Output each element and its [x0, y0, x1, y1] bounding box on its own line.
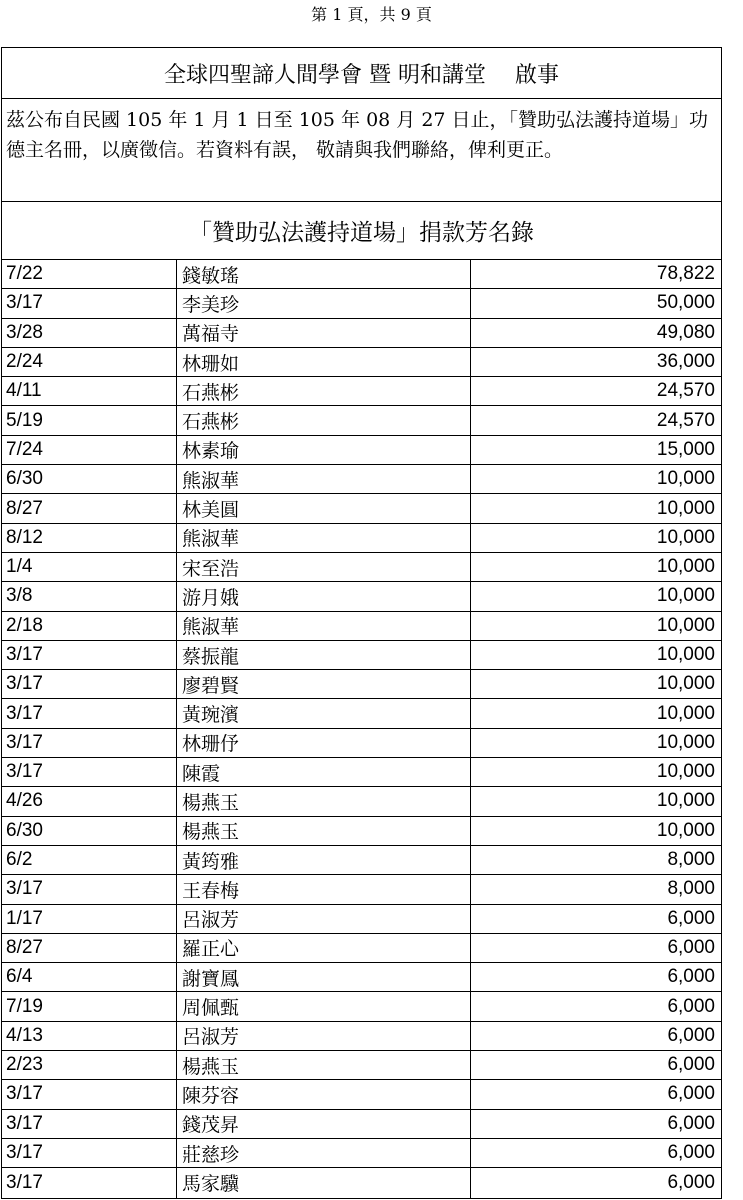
- donation-amount: 10,000: [656, 819, 715, 841]
- donor-name: 熊淑華: [177, 465, 471, 493]
- donation-amount: 10,000: [656, 585, 715, 607]
- donation-amount: 24,570: [656, 409, 715, 431]
- donation-date: 4/26: [2, 787, 177, 815]
- donation-date: 6/4: [2, 963, 177, 991]
- donation-amount: 10,000: [656, 673, 715, 695]
- donation-date: 8/12: [2, 524, 177, 552]
- document-title: 全球四聖諦人間學會 暨 明和講堂 啟事: [2, 48, 721, 99]
- donation-date: 2/24: [2, 348, 177, 376]
- table-row: [2, 963, 721, 992]
- donor-name: 馬家驥: [177, 1168, 471, 1197]
- donation-date: 7/22: [2, 260, 177, 288]
- donor-name: 林珊如: [177, 348, 471, 376]
- table-row: [2, 1139, 721, 1168]
- donor-name: 林素瑜: [177, 436, 471, 464]
- donation-amount: 10,000: [656, 468, 715, 490]
- donation-amount: 8,000: [667, 878, 715, 900]
- table-row: [2, 729, 721, 758]
- donation-amount: 10,000: [656, 526, 715, 548]
- donor-name: 黃琬濱: [177, 699, 471, 727]
- donation-amount: 10,000: [656, 702, 715, 724]
- donor-name: 萬福寺: [177, 319, 471, 347]
- donor-name: 宋至浩: [177, 553, 471, 581]
- donation-amount: 6,000: [667, 1024, 715, 1046]
- donation-date: 3/17: [2, 699, 177, 727]
- donor-name: 石燕彬: [177, 377, 471, 405]
- donation-amount: 6,000: [667, 1083, 715, 1105]
- donor-name: 錢茂昇: [177, 1110, 471, 1138]
- table-row: [2, 934, 721, 963]
- donor-name: 熊淑華: [177, 612, 471, 640]
- table-row: [2, 699, 721, 728]
- donor-name: 李美珍: [177, 289, 471, 317]
- table-row: [2, 319, 721, 348]
- donation-date: 3/17: [2, 1080, 177, 1108]
- donation-date: 1/4: [2, 553, 177, 581]
- table-row: [2, 817, 721, 846]
- donor-name: 呂淑芳: [177, 905, 471, 933]
- donation-date: 1/17: [2, 905, 177, 933]
- notice-paragraph: 茲公布自民國 105 年 1 月 1 日至 105 年 08 月 27 日止，「贊助弘法護持道場」功德主名冊，以廣徵信。若資料有誤， 敬請與我們聯絡，俾利更正。: [2, 99, 721, 202]
- donor-name: 莊慈珍: [177, 1139, 471, 1167]
- table-row: [2, 641, 721, 670]
- donation-date: 2/23: [2, 1051, 177, 1079]
- donation-amount: 6,000: [667, 907, 715, 929]
- donor-name: 楊燕玉: [177, 817, 471, 845]
- table-row: [2, 612, 721, 641]
- donation-amount: 10,000: [656, 731, 715, 753]
- donation-amount: 10,000: [656, 497, 715, 519]
- donor-name: 林美圓: [177, 494, 471, 522]
- donation-amount: 6,000: [667, 1112, 715, 1134]
- donor-name: 林珊伃: [177, 729, 471, 757]
- donation-amount: 6,000: [667, 936, 715, 958]
- donation-date: 3/17: [2, 758, 177, 786]
- donor-name: 廖碧賢: [177, 670, 471, 698]
- table-row: [2, 348, 721, 377]
- table-row: [2, 670, 721, 699]
- donation-table: [2, 260, 721, 1198]
- donation-amount: 10,000: [656, 614, 715, 636]
- donor-name: 石燕彬: [177, 406, 471, 434]
- donation-date: 6/30: [2, 817, 177, 845]
- donation-amount: 6,000: [667, 966, 715, 988]
- table-row: [2, 406, 721, 435]
- donation-date: 3/17: [2, 1110, 177, 1138]
- donor-name: 楊燕玉: [177, 1051, 471, 1079]
- donation-amount: 6,000: [667, 1054, 715, 1076]
- donation-date: 7/19: [2, 992, 177, 1020]
- table-row: [2, 377, 721, 406]
- donor-name: 呂淑芳: [177, 1022, 471, 1050]
- donation-date: 3/17: [2, 641, 177, 669]
- donor-name: 錢敏瑤: [177, 260, 471, 288]
- donor-name: 羅正心: [177, 934, 471, 962]
- table-row: [2, 260, 721, 289]
- table-row: [2, 553, 721, 582]
- notice-sheet: [1, 47, 722, 1199]
- donation-amount: 6,000: [667, 1171, 715, 1193]
- table-row: [2, 1051, 721, 1080]
- donation-date: 3/17: [2, 875, 177, 903]
- donation-date: 7/24: [2, 436, 177, 464]
- donor-name: 周佩甄: [177, 992, 471, 1020]
- donation-amount: 10,000: [656, 556, 715, 578]
- donation-amount: 36,000: [656, 351, 715, 373]
- donor-list-title: 「贊助弘法護持道場」捐款芳名錄: [2, 202, 721, 260]
- donation-amount: 6,000: [667, 995, 715, 1017]
- page-number-header: 第 1 頁，共 9 頁: [311, 5, 432, 24]
- donor-name: 王春梅: [177, 875, 471, 903]
- donation-amount: 24,570: [656, 380, 715, 402]
- donation-amount: 10,000: [656, 644, 715, 665]
- table-row: [2, 1110, 721, 1139]
- table-row: [2, 758, 721, 787]
- donation-date: 3/17: [2, 1139, 177, 1167]
- donation-date: 2/18: [2, 612, 177, 640]
- donation-date: 5/19: [2, 406, 177, 434]
- table-row: [2, 846, 721, 875]
- donation-date: 3/17: [2, 289, 177, 317]
- table-row: [2, 524, 721, 553]
- table-row: [2, 992, 721, 1021]
- table-row: [2, 905, 721, 934]
- donor-name: 楊燕玉: [177, 787, 471, 815]
- donation-date: 3/17: [2, 670, 177, 698]
- table-row: [2, 289, 721, 318]
- donation-amount: 50,000: [656, 292, 715, 314]
- donation-amount: 78,822: [656, 263, 715, 285]
- donor-name: 陳霞: [177, 758, 471, 786]
- donor-name: 游月娥: [177, 582, 471, 610]
- donor-name: 黃筠雅: [177, 846, 471, 874]
- table-row: [2, 1022, 721, 1051]
- table-row: [2, 1168, 721, 1197]
- donation-amount: 8,000: [667, 849, 715, 871]
- donation-date: 3/17: [2, 729, 177, 757]
- donor-name: 熊淑華: [177, 524, 471, 552]
- donor-name: 陳芬容: [177, 1080, 471, 1108]
- table-row: [2, 494, 721, 523]
- donation-date: 3/17: [2, 1168, 177, 1197]
- donation-date: 4/13: [2, 1022, 177, 1050]
- donation-amount: 49,080: [656, 321, 715, 343]
- donation-date: 6/2: [2, 846, 177, 874]
- donation-amount: 10,000: [656, 761, 715, 783]
- donation-date: 3/28: [2, 319, 177, 347]
- donation-date: 3/8: [2, 582, 177, 610]
- donation-amount: 6,000: [667, 1142, 715, 1164]
- table-row: [2, 787, 721, 816]
- table-row: [2, 1080, 721, 1109]
- table-row: [2, 465, 721, 494]
- donation-amount: 15,000: [656, 438, 715, 460]
- table-row: [2, 875, 721, 904]
- table-row: [2, 582, 721, 611]
- donation-date: 4/11: [2, 377, 177, 405]
- donor-name: 蔡振龍: [177, 641, 471, 669]
- donor-name: 謝寶鳳: [177, 963, 471, 991]
- donation-date: 8/27: [2, 494, 177, 522]
- donation-amount: 10,000: [656, 790, 715, 812]
- donation-date: 8/27: [2, 934, 177, 962]
- donation-date: 6/30: [2, 465, 177, 493]
- table-row: [2, 436, 721, 465]
